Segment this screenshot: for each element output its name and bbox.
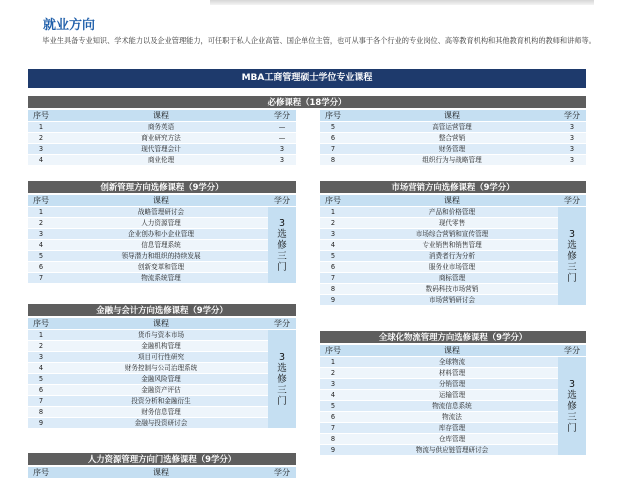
row-number: 8 xyxy=(320,284,346,295)
logistics-title: 全球化物流管理方向选修课程（9学分） xyxy=(320,331,586,343)
row-number: 7 xyxy=(320,423,346,434)
finance-title: 金融与会计方向选修课程（9学分） xyxy=(28,304,296,316)
course-name: 商标管理 xyxy=(346,273,558,284)
required-table-right xyxy=(320,110,586,166)
table-row xyxy=(28,418,296,429)
row-number: 7 xyxy=(320,273,346,284)
course-name: 金融与投资研讨会 xyxy=(54,418,268,429)
course-credit: 3 xyxy=(558,122,586,133)
header-course: 课程 xyxy=(346,345,558,357)
table-row xyxy=(28,341,296,352)
table-row xyxy=(320,155,586,166)
table-row xyxy=(320,207,586,218)
row-number: 2 xyxy=(28,218,54,229)
table-row xyxy=(320,423,586,434)
row-number: 6 xyxy=(28,385,54,396)
table-row xyxy=(28,218,296,229)
course-name: 组织行为与战略管理 xyxy=(346,155,558,166)
table-row xyxy=(28,374,296,385)
header-no: 序号 xyxy=(320,195,346,207)
table-row xyxy=(320,262,586,273)
table-row xyxy=(320,445,586,456)
row-number: 5 xyxy=(320,122,346,133)
course-name: 金融机构管理 xyxy=(54,341,268,352)
header-course: 课程 xyxy=(346,195,558,207)
row-number: 1 xyxy=(320,207,346,218)
row-number: 7 xyxy=(320,144,346,155)
header-course: 课程 xyxy=(346,110,558,122)
row-number: 9 xyxy=(320,295,346,306)
row-number: 6 xyxy=(320,412,346,423)
header-credit: 学分 xyxy=(268,318,296,330)
innovation-title: 创新管理方向选修课程（9学分） xyxy=(28,181,296,193)
header-credit: 学分 xyxy=(558,110,586,122)
table-row xyxy=(28,155,296,166)
marketing-table xyxy=(320,195,586,306)
header-course: 课程 xyxy=(54,110,268,122)
header-credit: 学分 xyxy=(268,467,296,479)
header-no: 序号 xyxy=(28,467,54,479)
row-number: 1 xyxy=(28,330,54,341)
row-number: 8 xyxy=(320,434,346,445)
curriculum-banner: MBA工商管理硕士学位专业课程 xyxy=(28,69,586,88)
row-number: 3 xyxy=(320,379,346,390)
table-row xyxy=(28,240,296,251)
row-number: 8 xyxy=(28,407,54,418)
table-row xyxy=(28,352,296,363)
course-name: 现代管理会计 xyxy=(54,144,268,155)
innovation-table xyxy=(28,195,296,284)
table-row xyxy=(28,144,296,155)
table-row xyxy=(320,434,586,445)
table-row xyxy=(28,330,296,341)
row-number: 9 xyxy=(320,445,346,456)
table-row xyxy=(28,207,296,218)
table-row xyxy=(28,133,296,144)
course-name: 物流法 xyxy=(346,412,558,423)
table-row xyxy=(28,273,296,284)
course-name: 服务业市场管理 xyxy=(346,262,558,273)
table-row xyxy=(320,122,586,133)
table-row xyxy=(28,229,296,240)
header-no: 序号 xyxy=(320,345,346,357)
header-credit: 学分 xyxy=(268,195,296,207)
elective-credit-note-text: 3选修三门 xyxy=(567,228,577,284)
header-course: 课程 xyxy=(54,467,268,479)
course-name: 整合营销 xyxy=(346,133,558,144)
table-row xyxy=(320,412,586,423)
course-name: 物流信息系统 xyxy=(346,401,558,412)
table-row xyxy=(28,122,296,133)
table-row xyxy=(320,357,586,368)
table-row xyxy=(320,240,586,251)
header-credit: 学分 xyxy=(558,345,586,357)
row-number: 6 xyxy=(320,133,346,144)
row-number: 4 xyxy=(28,155,54,166)
row-number: 2 xyxy=(320,368,346,379)
elective-credit-note xyxy=(268,207,296,284)
row-number: 2 xyxy=(28,341,54,352)
course-name: 战略管理研讨会 xyxy=(54,207,268,218)
course-name: 人力资源管理 xyxy=(54,218,268,229)
row-number: 9 xyxy=(28,418,54,429)
table-row xyxy=(320,390,586,401)
elective-credit-note xyxy=(558,357,586,456)
elective-credit-note xyxy=(558,207,586,306)
top-edge xyxy=(0,0,640,6)
course-name: 仓库管理 xyxy=(346,434,558,445)
table-row xyxy=(320,401,586,412)
course-name: 商业伦理 xyxy=(54,155,268,166)
table-row xyxy=(320,379,586,390)
course-name: 物流与供应链管理研讨会 xyxy=(346,445,558,456)
course-credit: 3 xyxy=(558,155,586,166)
finance-table xyxy=(28,318,296,429)
course-name: 投资分析和金融衍生 xyxy=(54,396,268,407)
table-row xyxy=(320,284,586,295)
course-name: 商务英语 xyxy=(54,122,268,133)
row-number: 7 xyxy=(28,396,54,407)
course-name: 金融风险管理 xyxy=(54,374,268,385)
table-row xyxy=(320,229,586,240)
course-name: 物流系统管理 xyxy=(54,273,268,284)
row-number: 5 xyxy=(28,251,54,262)
course-name: 材料管理 xyxy=(346,368,558,379)
row-number: 1 xyxy=(28,207,54,218)
row-number: 4 xyxy=(320,240,346,251)
table-row xyxy=(320,133,586,144)
header-no: 序号 xyxy=(28,195,54,207)
course-credit: — xyxy=(268,122,296,133)
table-row xyxy=(28,385,296,396)
course-name: 现代零售 xyxy=(346,218,558,229)
table-row xyxy=(28,407,296,418)
header-credit: 学分 xyxy=(558,195,586,207)
course-name: 全球物流 xyxy=(346,357,558,368)
course-name: 专业销售和销售管理 xyxy=(346,240,558,251)
intro-paragraph: 毕业生具备专业知识、学术能力以及企业管理能力，可任职于私人企业高管、国企单位主管，也可从事于各个行业的专业岗位、高等教育机构和其他教育机构的教师和讲师等。 xyxy=(42,36,596,45)
required-table-left xyxy=(28,110,296,166)
required-courses-title: 必修课程（18学分） xyxy=(28,96,586,108)
header-no: 序号 xyxy=(28,110,54,122)
course-name: 产品和价格管理 xyxy=(346,207,558,218)
marketing-title: 市场营销方向选修课程（9学分） xyxy=(320,181,586,193)
course-name: 分销管理 xyxy=(346,379,558,390)
table-row xyxy=(320,251,586,262)
course-name: 领导潜力和组织的持续发展 xyxy=(54,251,268,262)
row-number: 3 xyxy=(28,229,54,240)
course-name: 财务控制与公司治理系统 xyxy=(54,363,268,374)
course-name: 财务管理 xyxy=(346,144,558,155)
row-number: 6 xyxy=(28,262,54,273)
course-name: 创新变革和管理 xyxy=(54,262,268,273)
course-name: 运输管理 xyxy=(346,390,558,401)
section-title: 就业方向 xyxy=(43,18,96,33)
course-name: 市场营销研讨会 xyxy=(346,295,558,306)
course-name: 库存管理 xyxy=(346,423,558,434)
course-credit: — xyxy=(268,133,296,144)
header-no: 序号 xyxy=(320,110,346,122)
table-row xyxy=(320,295,586,306)
row-number: 6 xyxy=(320,262,346,273)
hr-title: 人力资源管理方向门选修课程（9学分） xyxy=(28,453,296,465)
course-name: 市场综合营销和宣传管理 xyxy=(346,229,558,240)
course-credit: 3 xyxy=(558,133,586,144)
table-row xyxy=(320,273,586,284)
elective-credit-note xyxy=(268,330,296,429)
logistics-table xyxy=(320,345,586,456)
course-name: 货币与资本市场 xyxy=(54,330,268,341)
hr-table xyxy=(28,467,296,479)
course-name: 项目可行性研究 xyxy=(54,352,268,363)
row-number: 4 xyxy=(28,240,54,251)
row-number: 3 xyxy=(28,352,54,363)
row-number: 3 xyxy=(28,144,54,155)
table-row xyxy=(28,363,296,374)
row-number: 2 xyxy=(320,218,346,229)
table-row xyxy=(320,218,586,229)
row-number: 2 xyxy=(28,133,54,144)
course-name: 数码科技市场营销 xyxy=(346,284,558,295)
row-number: 7 xyxy=(28,273,54,284)
row-number: 3 xyxy=(320,229,346,240)
table-row xyxy=(28,262,296,273)
header-credit: 学分 xyxy=(268,110,296,122)
row-number: 8 xyxy=(320,155,346,166)
elective-credit-note-text: 3选修三门 xyxy=(277,217,287,273)
table-row xyxy=(320,144,586,155)
header-course: 课程 xyxy=(54,195,268,207)
row-number: 5 xyxy=(28,374,54,385)
row-number: 1 xyxy=(28,122,54,133)
course-credit: 3 xyxy=(268,144,296,155)
course-name: 高管运营管理 xyxy=(346,122,558,133)
elective-credit-note-text: 3选修三门 xyxy=(277,351,287,407)
header-course: 课程 xyxy=(54,318,268,330)
elective-credit-note-text: 3选修三门 xyxy=(567,378,577,434)
course-name: 商业研究方法 xyxy=(54,133,268,144)
course-credit: 3 xyxy=(268,155,296,166)
header-no: 序号 xyxy=(28,318,54,330)
course-name: 金融资产评估 xyxy=(54,385,268,396)
row-number: 5 xyxy=(320,401,346,412)
row-number: 4 xyxy=(28,363,54,374)
course-name: 消费者行为分析 xyxy=(346,251,558,262)
course-name: 企业创办和小企业管理 xyxy=(54,229,268,240)
row-number: 1 xyxy=(320,357,346,368)
course-credit: 3 xyxy=(558,144,586,155)
table-row xyxy=(320,368,586,379)
table-row xyxy=(28,396,296,407)
course-name: 信息管理系统 xyxy=(54,240,268,251)
table-row xyxy=(28,251,296,262)
course-name: 财务信息管理 xyxy=(54,407,268,418)
row-number: 4 xyxy=(320,390,346,401)
row-number: 5 xyxy=(320,251,346,262)
